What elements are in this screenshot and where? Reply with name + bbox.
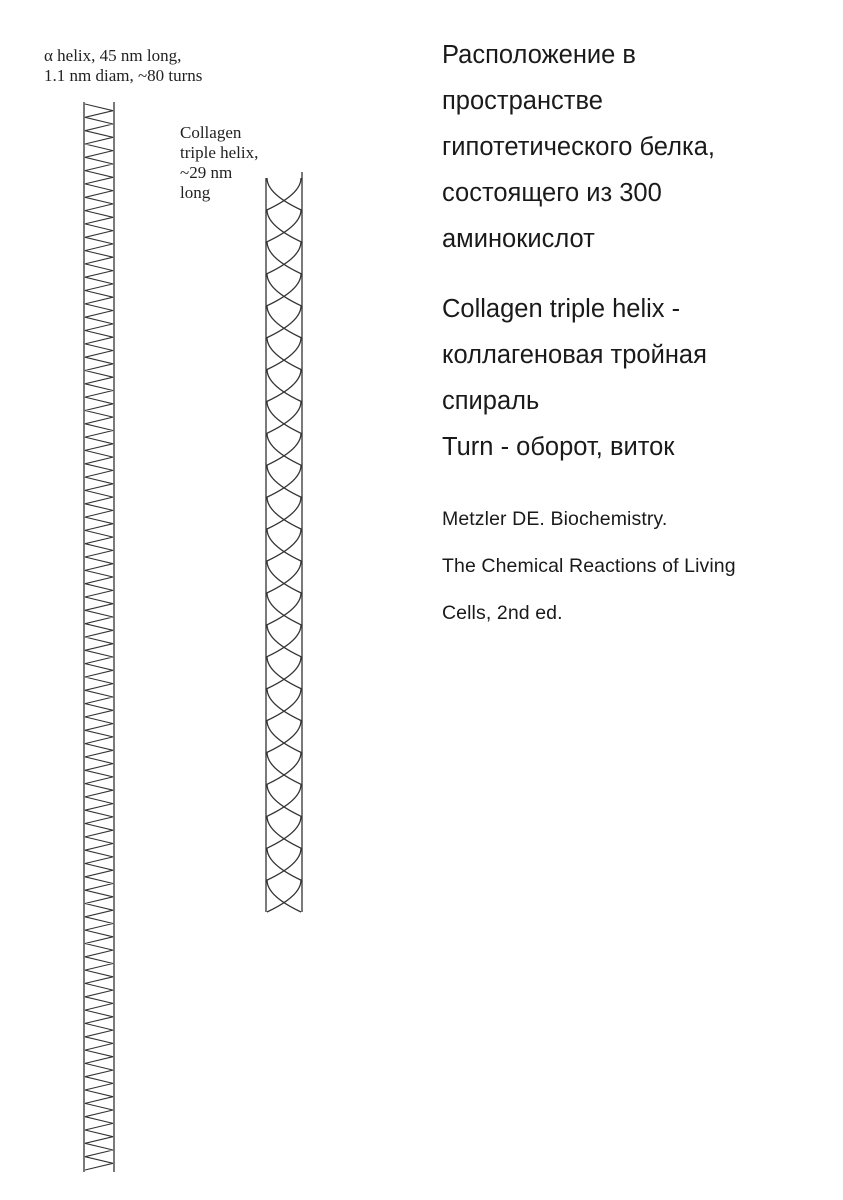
title-line-5: аминокислот [442, 225, 595, 253]
collagen-label-line4: long [180, 183, 211, 202]
collagen-triple-helix [266, 172, 302, 912]
title-line-3: гипотетического белка, [442, 133, 715, 161]
reference [442, 496, 832, 637]
collagen-label-line1: Collagen [180, 123, 242, 142]
title-line-2: пространстве [442, 87, 603, 115]
glossary-turn: Turn - оборот, виток [442, 433, 675, 461]
reference-line-1: Metzler DE. Biochemistry. [442, 508, 668, 530]
glossary-collagen-line3: спираль [442, 387, 540, 415]
glossary [442, 286, 832, 470]
collagen-label-line2: triple helix, [180, 143, 259, 162]
collagen-strand-a [267, 178, 301, 912]
helix-figure [0, 0, 420, 1200]
collagen-strand-b [267, 178, 301, 912]
glossary-collagen-line1: Collagen triple helix - [442, 295, 681, 323]
collagen-label-line3: ~29 nm [180, 163, 233, 182]
reference-line-3: Cells, 2nd ed. [442, 602, 563, 624]
reference-line-2: The Chemical Reactions of Living [442, 555, 736, 577]
alpha-helix [84, 102, 114, 1172]
title-block [442, 32, 832, 262]
alpha-helix-label-line1: α helix, 45 nm long, [44, 46, 182, 65]
description-panel [442, 32, 832, 637]
alpha-helix-coil [85, 104, 113, 1170]
glossary-collagen-line2: коллагеновая тройная [442, 341, 707, 369]
title-line-1: Расположение в [442, 41, 636, 69]
title-line-4: состоящего из 300 [442, 179, 662, 207]
alpha-helix-label-line2: 1.1 nm diam, ~80 turns [44, 66, 203, 85]
